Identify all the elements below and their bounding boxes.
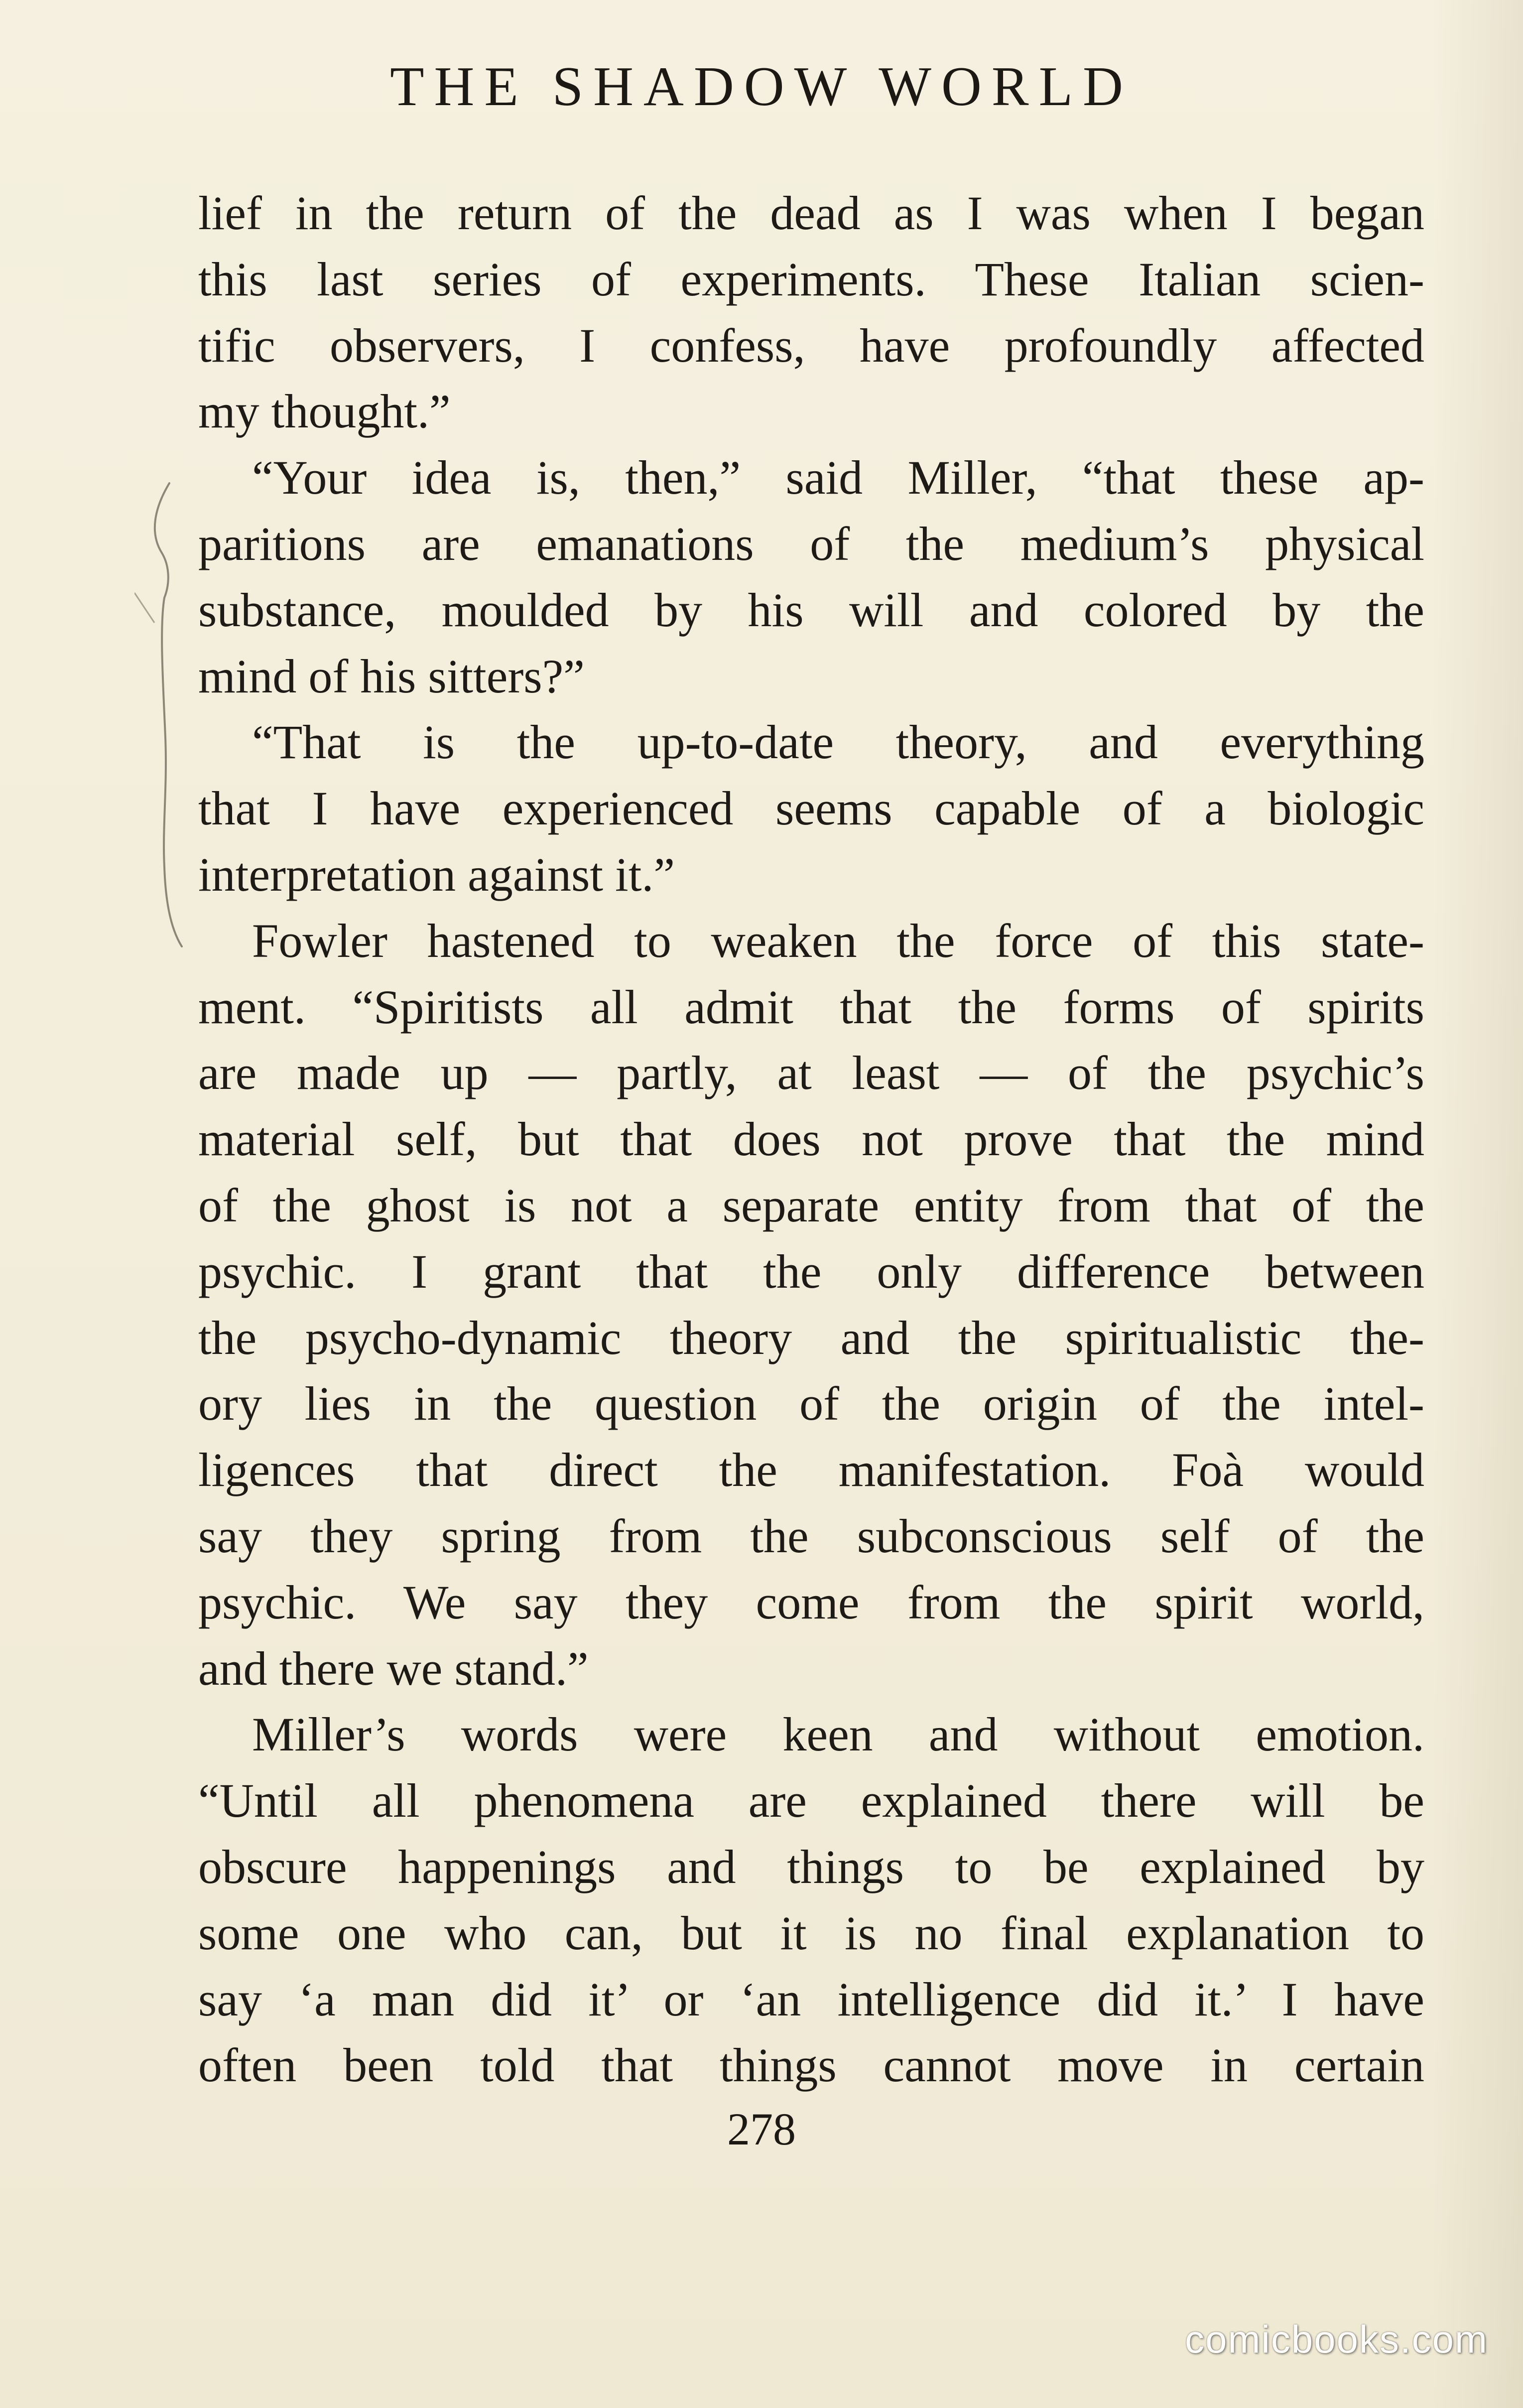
running-title: THE SHADOW WORLD [390,56,1133,118]
text-line: and there we stand.” [198,1641,589,1695]
text-line: “That is the up-to-date theory, and everything [252,715,1424,769]
text-line: often been told that things cannot move in certain [198,2038,1424,2092]
text-line: “Until all phenomena are explained there will be [198,1774,1424,1828]
pencil-margin-bracket [134,478,204,951]
text-line: of the ghost is not a separate entity from that of the [198,1178,1424,1232]
text-line: some one who can, but it is no final explanation to [198,1906,1424,1960]
text-line: psychic. I grant that the only difference between [198,1244,1424,1298]
text-line: are made up — partly, at least — of the psychic’s [198,1046,1424,1100]
text-line: “Your idea is, then,” said Miller, “that these ap- [252,451,1424,505]
text-line: lief in the return of the dead as I was when I began [198,186,1424,240]
text-line: my thought.” [198,385,451,438]
text-line: substance, moulded by his will and colored by the [198,583,1424,637]
text-line: psychic. We say they come from the spirit world, [198,1575,1424,1629]
text-line: ment. “Spiritists all admit that the forms of spirits [198,980,1424,1034]
text-line: that I have experienced seems capable of a biologic [198,782,1424,835]
text-line: this last series of experiments. These Italian scien- [198,252,1424,306]
text-line: say ‘a man did it’ or ‘an intelligence did it.’ I have [198,1972,1424,2026]
text-line: ligences that direct the manifestation. Foà would [198,1443,1424,1497]
text-line: interpretation against it.” [198,847,675,901]
text-line: mind of his sitters?” [198,649,585,703]
body-text [198,180,1424,2099]
page-number: 278 [727,2104,796,2154]
text-line: paritions are emanations of the medium’s physical [198,517,1424,570]
text-line: Fowler hastened to weaken the force of this state- [252,914,1424,967]
text-line: material self, but that does not prove that the mind [198,1112,1424,1166]
text-line: tific observers, I confess, have profoundly affected [198,318,1424,372]
text-line: say they spring from the subconscious self of the [198,1509,1424,1563]
text-line: Miller’s words were keen and without emotion. [252,1708,1424,1761]
watermark: comicbooks.com [1185,2317,1488,2361]
text-line: ory lies in the question of the origin of the intel- [198,1377,1424,1431]
text-line: the psycho-dynamic theory and the spiritualistic the- [198,1311,1424,1364]
text-line: obscure happenings and things to be explained by [198,1840,1424,1893]
